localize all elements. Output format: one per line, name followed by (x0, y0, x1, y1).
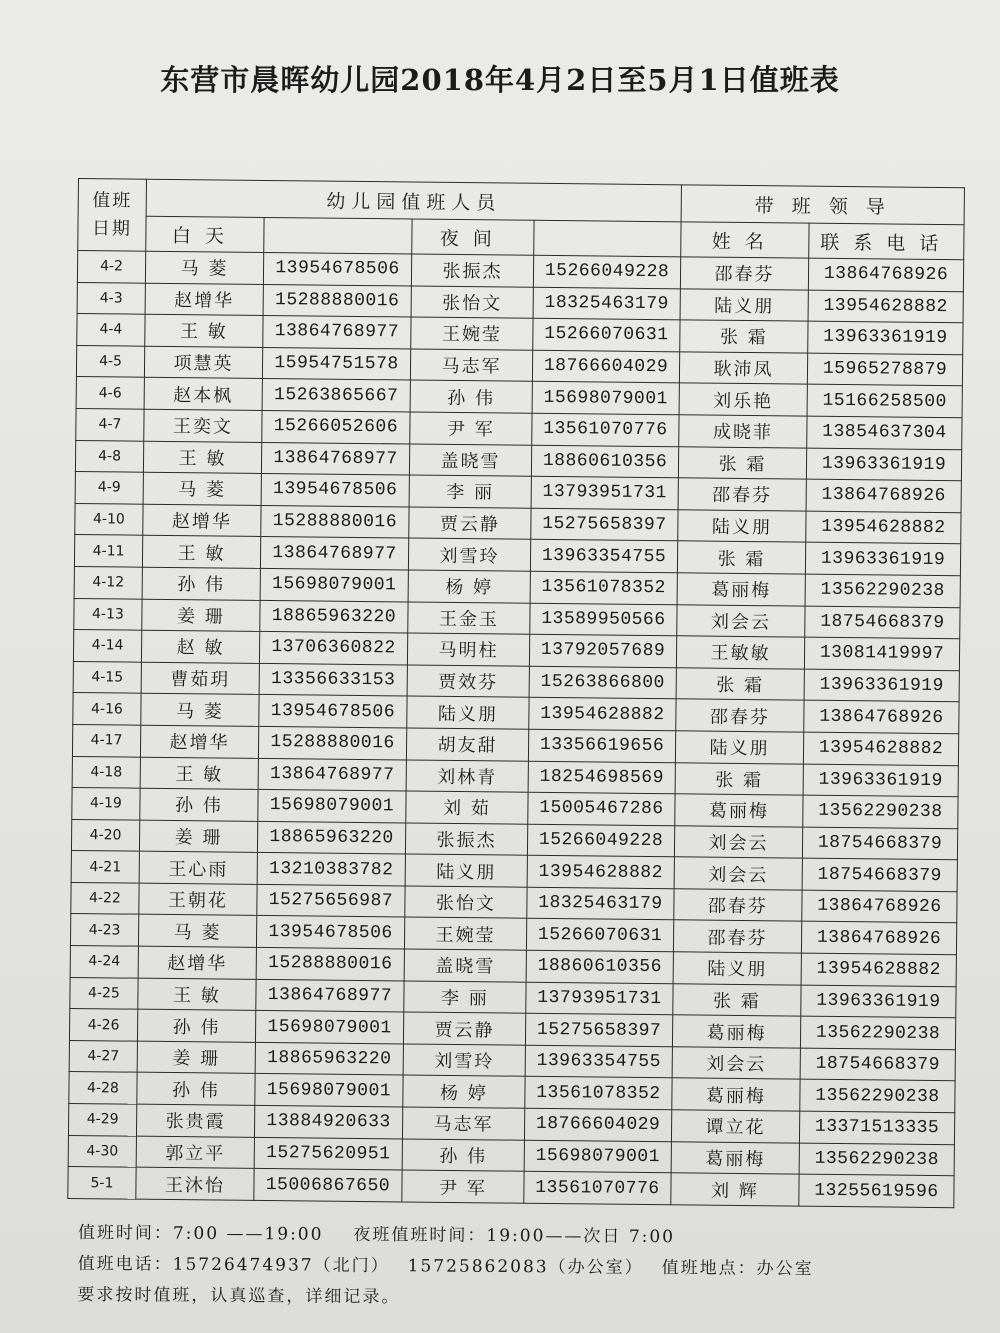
day-staff-name: 姜 珊 (139, 820, 257, 853)
leader-name: 陆义朋 (680, 288, 808, 321)
day-staff-name: 马 菱 (138, 915, 256, 948)
leader-phone: 15965278879 (807, 353, 962, 386)
leader-phone: 13954628882 (806, 511, 961, 544)
night-staff-phone: 15698079001 (524, 1140, 671, 1173)
duty-date: 4-3 (77, 282, 145, 314)
day-staff-name: 姜 珊 (142, 599, 260, 632)
day-staff-phone: 15288880016 (258, 726, 406, 759)
leader-phone: 13081419997 (804, 637, 959, 670)
day-staff-phone: 13954678506 (259, 695, 407, 728)
night-phone-header (534, 220, 681, 257)
day-staff-phone: 13884920633 (254, 1105, 402, 1138)
day-staff-phone: 13954678506 (261, 474, 409, 507)
day-staff-name: 项慧英 (144, 346, 262, 379)
leader-phone: 13864768926 (806, 479, 961, 512)
night-staff-phone: 13963354755 (530, 540, 677, 573)
duty-date: 4-28 (69, 1072, 137, 1104)
leader-name: 邵春芬 (676, 699, 804, 732)
leader-name: 张 霜 (675, 762, 803, 795)
leader-name: 刘 辉 (671, 1173, 799, 1206)
leader-name: 成晓菲 (679, 415, 807, 448)
leader-name: 王敏敏 (676, 636, 804, 669)
day-staff-name: 王 敏 (143, 441, 261, 474)
leader-name: 耿沛凤 (679, 352, 807, 385)
leader-phone: 18754668379 (805, 606, 960, 639)
night-staff-phone: 15266049228 (533, 255, 680, 288)
night-staff-phone: 18860610356 (531, 445, 678, 478)
duty-date: 4-17 (72, 724, 140, 756)
night-staff-phone: 18325463179 (527, 887, 674, 920)
leader-phone: 13562290238 (800, 1080, 955, 1113)
duty-date: 4-4 (77, 314, 145, 346)
leader-phone: 13954628882 (801, 953, 956, 986)
leader-phone: 13963361919 (804, 669, 959, 702)
night-staff-phone: 18766604029 (524, 1108, 671, 1141)
night-staff-phone: 15005467286 (528, 792, 675, 825)
day-staff-name: 王 敏 (140, 757, 258, 790)
leader-phone: 13864768926 (804, 700, 959, 733)
duty-date: 4-24 (70, 946, 138, 978)
leader-phone: 13864768926 (808, 258, 963, 291)
day-staff-name: 孙 伟 (137, 1073, 255, 1106)
leader-phone: 18754668379 (802, 858, 957, 891)
day-staff-phone: 15006867650 (254, 1169, 402, 1202)
night-staff-name: 刘林青 (406, 759, 528, 792)
day-staff-name: 姜 珊 (137, 1041, 255, 1074)
day-staff-name: 郭立平 (136, 1136, 254, 1169)
day-staff-name: 孙 伟 (140, 788, 258, 821)
leader-phone-header: 联系电话 (809, 223, 964, 260)
night-staff-name: 刘雪玲 (408, 538, 530, 571)
duty-date: 4-10 (75, 503, 143, 535)
night-staff-phone: 18325463179 (533, 287, 680, 320)
leader-name: 张 霜 (680, 320, 808, 353)
night-staff-name: 尹 军 (402, 1170, 524, 1203)
day-staff-phone: 13954678506 (256, 916, 404, 949)
day-staff-name: 赵增华 (145, 283, 263, 316)
duty-date: 4-7 (76, 408, 144, 440)
day-staff-phone: 18865963220 (260, 600, 408, 633)
night-staff-name: 孙 伟 (402, 1139, 524, 1172)
leader-phone: 13864768926 (801, 922, 956, 955)
night-staff-phone: 13561070776 (532, 413, 679, 446)
day-staff-phone: 13706360822 (259, 632, 407, 665)
duty-date: 4-20 (71, 819, 139, 851)
day-staff-phone: 18865963220 (257, 821, 405, 854)
duty-date: 4-16 (73, 693, 141, 725)
leader-phone: 13963361919 (805, 542, 960, 575)
day-shift-header: 白天 (146, 216, 264, 252)
day-staff-phone: 13864768977 (263, 316, 411, 349)
duty-location: 值班地点：办公室 (661, 1258, 814, 1280)
duty-phone-north-gate: 值班电话：15726474937（北门） (77, 1253, 390, 1277)
day-staff-phone: 13864768977 (256, 979, 404, 1012)
leader-name: 邵春芬 (680, 257, 808, 290)
leader-phone: 13954628882 (808, 290, 963, 323)
night-staff-phone: 13954628882 (529, 698, 676, 731)
day-staff-name: 王朝花 (139, 883, 257, 916)
leader-name: 张 霜 (673, 983, 801, 1016)
day-staff-phone: 15698079001 (258, 790, 406, 823)
night-staff-name: 马志军 (410, 349, 532, 382)
leader-name: 刘会云 (674, 857, 802, 890)
day-staff-phone: 13954678506 (263, 252, 411, 285)
duty-date: 4-9 (75, 472, 143, 504)
duty-requirement: 要求按时值班，认真巡查，详细记录。 (77, 1284, 401, 1308)
day-staff-name: 马 菱 (145, 251, 263, 284)
day-staff-phone: 15263865667 (262, 379, 410, 412)
night-staff-name: 贾云静 (403, 1012, 525, 1045)
night-staff-name: 贾效芬 (407, 665, 529, 698)
leader-phone: 13255619596 (799, 1174, 954, 1207)
night-staff-phone: 15266049228 (527, 824, 674, 857)
duty-date: 4-11 (74, 535, 142, 567)
night-staff-phone: 13963354755 (525, 1045, 672, 1078)
leader-name: 张 霜 (676, 668, 804, 701)
night-staff-phone: 13793951731 (531, 476, 678, 509)
leader-name: 邵春芬 (673, 920, 801, 953)
duty-roster-table (67, 178, 965, 1208)
leader-phone: 13963361919 (801, 985, 956, 1018)
day-staff-name: 孙 伟 (142, 567, 260, 600)
duty-date: 4-26 (69, 1009, 137, 1041)
leader-phone: 18754668379 (800, 1048, 955, 1081)
leader-name-header: 姓名 (681, 222, 809, 258)
day-staff-phone: 15288880016 (263, 284, 411, 317)
day-staff-name: 赵增华 (140, 725, 258, 758)
day-staff-name: 王心雨 (139, 851, 257, 884)
night-staff-phone: 15263866800 (529, 666, 676, 699)
day-staff-name: 曹茹玥 (141, 662, 259, 695)
night-staff-name: 张怡文 (405, 886, 527, 919)
day-staff-name: 王沐怡 (136, 1167, 254, 1200)
night-staff-name: 李 丽 (404, 981, 526, 1014)
duty-date: 4-19 (72, 788, 140, 820)
staff-group-header: 幼儿园值班人员 (146, 179, 681, 222)
leader-phone: 13963361919 (808, 321, 963, 354)
night-staff-name: 尹 军 (410, 412, 532, 445)
day-staff-phone: 13210383782 (257, 853, 405, 886)
leader-name: 刘会云 (674, 825, 802, 858)
leader-phone: 13963361919 (803, 764, 958, 797)
night-staff-phone: 15275658397 (531, 508, 678, 541)
duty-date: 4-25 (70, 977, 138, 1009)
day-staff-phone: 15698079001 (255, 1074, 403, 1107)
leader-phone: 15166258500 (807, 385, 962, 418)
leader-phone: 13562290238 (800, 1016, 955, 1049)
day-staff-phone: 15288880016 (256, 947, 404, 980)
day-staff-name: 王奕文 (144, 409, 262, 442)
night-staff-name: 刘雪玲 (403, 1044, 525, 1077)
day-staff-name: 赵 敏 (141, 630, 259, 663)
duty-date: 4-6 (76, 377, 144, 409)
leader-phone: 13371513335 (799, 1111, 954, 1144)
night-staff-phone: 18766604029 (532, 350, 679, 383)
day-staff-phone: 15288880016 (261, 505, 409, 538)
night-staff-name: 马志军 (402, 1107, 524, 1140)
day-staff-phone: 18865963220 (255, 1042, 403, 1075)
night-staff-phone: 18254698569 (528, 761, 675, 794)
day-staff-phone: 13864768977 (261, 442, 409, 475)
duty-date: 4-18 (72, 756, 140, 788)
night-staff-phone: 13793951731 (526, 982, 673, 1015)
leader-group-header: 带 班 领 导 (681, 185, 964, 225)
night-shift-header: 夜间 (412, 219, 534, 255)
duty-date: 4-29 (68, 1103, 136, 1135)
leader-name: 邵春芬 (674, 889, 802, 922)
leader-name: 葛丽梅 (672, 1078, 800, 1111)
duty-date: 4-27 (69, 1040, 137, 1072)
duty-date: 4-23 (70, 914, 138, 946)
night-staff-name: 贾云静 (409, 507, 531, 540)
duty-date: 4-5 (76, 345, 144, 377)
date-header-line2: 日期 (91, 217, 133, 240)
day-staff-phone: 15954751578 (262, 347, 410, 380)
leader-name: 葛丽梅 (671, 1141, 799, 1174)
day-staff-name: 马 菱 (143, 472, 261, 505)
duty-phone-office: 15725862083（办公室） (407, 1256, 644, 1278)
duty-date: 4-21 (71, 851, 139, 883)
day-staff-phone: 15275656987 (257, 884, 405, 917)
day-staff-name: 赵增华 (143, 504, 261, 537)
night-staff-name: 孙 伟 (410, 380, 532, 413)
leader-name: 陆义朋 (678, 510, 806, 543)
leader-name: 刘乐艳 (679, 383, 807, 416)
night-staff-phone: 18860610356 (526, 950, 673, 983)
night-staff-name: 王婉莹 (404, 917, 526, 950)
night-staff-name: 杨 婷 (408, 570, 530, 603)
leader-name: 谭立花 (671, 1110, 799, 1143)
night-staff-name: 马明柱 (407, 633, 529, 666)
duty-date: 4-15 (73, 661, 141, 693)
night-duty-hours: 夜班值班时间：19:00——次日 7:00 (353, 1224, 676, 1248)
leader-name: 邵春芬 (678, 478, 806, 511)
duty-date: 5-1 (68, 1167, 136, 1199)
leader-phone: 13854637304 (807, 416, 962, 449)
day-staff-name: 张贵霞 (136, 1104, 254, 1137)
duty-date: 4-14 (73, 630, 141, 662)
leader-name: 张 霜 (677, 541, 805, 574)
duty-date: 4-2 (77, 251, 145, 283)
night-staff-name: 盖晓雪 (404, 949, 526, 982)
leader-name: 张 霜 (678, 446, 806, 479)
footer-line-requirement (77, 1280, 957, 1317)
roster-body (68, 251, 964, 1208)
day-staff-phone: 15698079001 (255, 1011, 403, 1044)
night-staff-name: 张振杰 (411, 254, 533, 287)
leader-phone: 13562290238 (799, 1143, 954, 1176)
page-title: 东营市晨晖幼儿园2018年4月2日至5月1日值班表 (160, 63, 840, 97)
date-column-header (78, 179, 147, 252)
day-staff-name: 王 敏 (142, 536, 260, 569)
duty-date: 4-13 (74, 598, 142, 630)
day-staff-phone: 15275620951 (254, 1137, 402, 1170)
leader-name: 刘会云 (672, 1047, 800, 1080)
night-staff-phone: 13561070776 (524, 1171, 671, 1204)
duty-date: 4-22 (71, 882, 139, 914)
footer-notes (77, 1218, 958, 1317)
duty-date: 4-30 (68, 1135, 136, 1167)
leader-name: 陆义朋 (675, 731, 803, 764)
leader-phone: 18754668379 (802, 827, 957, 860)
day-staff-phone: 15698079001 (260, 568, 408, 601)
night-staff-phone: 15266070631 (526, 919, 673, 952)
night-staff-name: 王金玉 (408, 602, 530, 635)
leader-name: 葛丽梅 (677, 573, 805, 606)
day-staff-name: 赵增华 (138, 946, 256, 979)
leader-phone: 13562290238 (803, 795, 958, 828)
day-staff-name: 孙 伟 (137, 1009, 255, 1042)
leader-phone: 13562290238 (805, 574, 960, 607)
day-staff-phone: 15266052606 (262, 410, 410, 443)
day-staff-phone: 13864768977 (258, 758, 406, 791)
night-staff-name: 陆义朋 (405, 854, 527, 887)
duty-date: 4-12 (74, 566, 142, 598)
leader-phone: 13954628882 (803, 732, 958, 765)
leader-phone: 13864768926 (802, 890, 957, 923)
night-staff-phone: 13589950566 (530, 603, 677, 636)
night-staff-phone: 13954628882 (527, 856, 674, 889)
day-staff-name: 赵本枫 (144, 378, 262, 411)
night-staff-phone: 15275658397 (525, 1013, 672, 1046)
date-header-line1: 值班 (92, 189, 133, 212)
night-staff-phone: 13792057689 (529, 634, 676, 667)
day-duty-hours: 值班时间：7:00 ——19:00 (77, 1222, 324, 1245)
night-staff-name: 张振杰 (405, 823, 527, 856)
leader-name: 葛丽梅 (672, 1015, 800, 1048)
day-staff-phone: 13356633153 (259, 663, 407, 696)
night-staff-name: 李 丽 (409, 475, 531, 508)
night-staff-phone: 13561078352 (525, 1077, 672, 1110)
night-staff-phone: 15266070631 (533, 318, 680, 351)
night-staff-name: 胡友甜 (406, 728, 528, 761)
night-staff-name: 杨 婷 (403, 1075, 525, 1108)
night-staff-name: 陆义朋 (407, 696, 529, 729)
night-staff-name: 刘 茹 (406, 791, 528, 824)
leader-name: 刘会云 (677, 604, 805, 637)
night-staff-phone: 13561078352 (530, 571, 677, 604)
day-phone-header (264, 217, 412, 254)
night-staff-name: 张怡文 (411, 286, 533, 319)
leader-name: 陆义朋 (673, 952, 801, 985)
duty-date: 4-8 (75, 440, 143, 472)
leader-phone: 13963361919 (806, 448, 961, 481)
day-staff-phone: 13864768977 (260, 537, 408, 570)
day-staff-name: 王 敏 (145, 314, 263, 347)
day-staff-name: 马 菱 (141, 694, 259, 727)
leader-name: 葛丽梅 (675, 794, 803, 827)
night-staff-phone: 13356619656 (528, 729, 675, 762)
day-staff-name: 王 敏 (138, 978, 256, 1011)
night-staff-name: 王婉莹 (411, 317, 533, 350)
night-staff-name: 盖晓雪 (409, 444, 531, 477)
night-staff-phone: 15698079001 (532, 382, 679, 415)
